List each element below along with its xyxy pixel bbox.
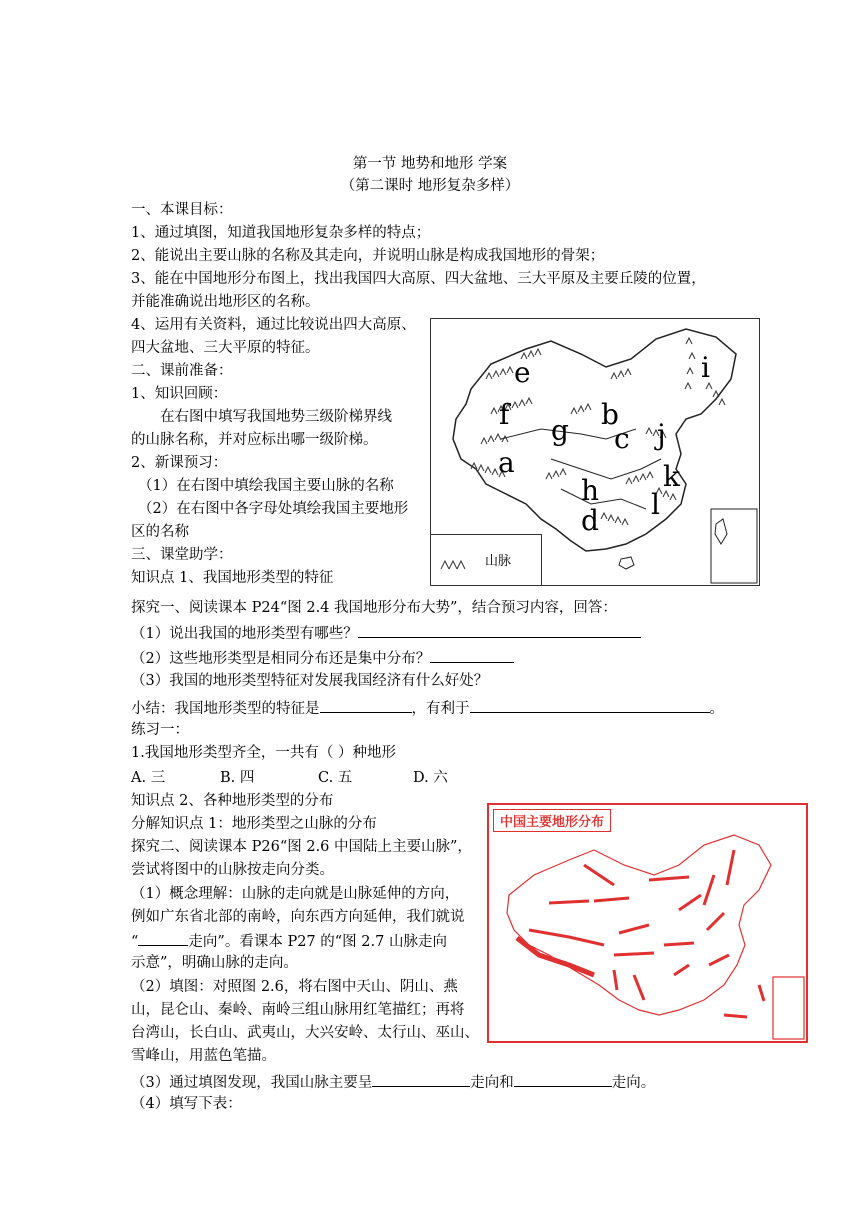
prep-1b: 的山脉名称，并对应标出哪一级阶梯。 <box>131 432 378 448</box>
fill-map-2d: 雪峰山，用蓝色笔描。 <box>131 1048 276 1064</box>
mountain-stroke <box>634 975 644 1000</box>
map2-title: 中国主要地形分布 <box>493 809 611 832</box>
map-letter-a: a <box>498 446 515 479</box>
map-letter-i: i <box>701 351 710 384</box>
goal-1: 1、通过填图，知道我国地形复杂多样的特点； <box>131 225 431 241</box>
knowledge-point-1: 知识点 1、我国地形类型的特征 <box>131 570 334 586</box>
map-letter-f: f <box>499 398 510 431</box>
section-prep-heading: 二、课前准备： <box>131 363 233 379</box>
goal-4a: 4、运用有关资料，通过比较说出四大高原、 <box>131 317 416 333</box>
finding-3 <box>131 1070 655 1094</box>
answer-blank-2[interactable] <box>430 646 514 663</box>
direction-blank[interactable] <box>138 929 188 946</box>
prep-2c: 区的名称 <box>131 524 189 540</box>
mountain-stroke <box>727 850 734 885</box>
mountain-stroke <box>614 953 654 955</box>
mountain-stroke <box>549 901 589 903</box>
page-subtitle: （第二课时 地形复杂多样） <box>340 178 520 194</box>
fill-map-2c: 台湾山，长白山、武夷山，大兴安岭、太行山、巫山、 <box>131 1025 479 1041</box>
goal-3b: 并能准确说出地形区的名称。 <box>131 294 320 310</box>
mountain-stroke <box>594 898 629 901</box>
mountain-stroke <box>649 877 689 880</box>
summary-blank-1[interactable] <box>320 696 412 713</box>
map-letter-e: e <box>514 356 531 389</box>
inner-boundary-3 <box>561 489 646 509</box>
sub-point-1: 分解知识点 1：地形类型之山脉的分布 <box>131 816 377 832</box>
fill-map-2a: （2）填图：对照图 2.6，将右图中天山、阴山、燕 <box>131 979 458 995</box>
mountain-stroke <box>704 875 714 905</box>
finding-3-text-b: 走向和 <box>470 1075 514 1091</box>
map-legend <box>431 534 542 585</box>
explore-2b: 尝试将图中的山脉按走向分类。 <box>131 862 334 878</box>
goal-4b: 四大盆地、三大平原的特征。 <box>131 340 320 356</box>
section-goals-heading: 一、本课目标： <box>131 202 233 218</box>
mountain-stroke <box>674 965 689 975</box>
fill-map-2b: 山，昆仑山、秦岭、南岭三组山脉用红笔描红；再将 <box>131 1002 465 1018</box>
fill-table-4: （4）填写下表： <box>131 1096 242 1112</box>
concept-1a: （1）概念理解：山脉的走向就是山脉延伸的方向， <box>131 886 460 902</box>
summary-text-b: ，有利于 <box>411 701 470 717</box>
option-d[interactable]: D. 六 <box>413 770 448 786</box>
map-letter-l: l <box>651 488 660 521</box>
concept-1c-pre: “ <box>131 934 139 950</box>
prep-1a: 在右图中填写我国地势三级阶梯界线 <box>160 409 392 425</box>
mountain-icon <box>439 553 479 573</box>
goal-3a: 3、能在中国地形分布图上，找出我国四大高原、四大盆地、三大平原及主要丘陵的位置， <box>131 271 706 287</box>
finding-3-text-c: 走向。 <box>611 1075 656 1091</box>
map-letter-d: d <box>581 504 599 537</box>
page-title: 第一节 地势和地形 学案 <box>352 156 508 172</box>
mountain-stroke <box>584 865 614 885</box>
china-terrain-outline-map <box>430 318 760 586</box>
option-c[interactable]: C. 五 <box>318 770 353 786</box>
question-1 <box>131 621 641 645</box>
section-class-heading: 三、课堂助学： <box>131 547 233 563</box>
mountain-stroke <box>529 930 604 945</box>
explore-2a: 探究二、阅读课本 P26“图 2.6 中国陆上主要山脉”， <box>131 839 472 855</box>
legend-label: 山脉 <box>485 554 512 569</box>
south-sea-inset-red <box>773 977 804 1039</box>
question-3: （3）我国的地形类型特征对发展我国经济有什么好处？ <box>131 673 489 689</box>
finding-3-text-a: （3）通过填图发现，我国山脉主要呈 <box>131 1075 373 1091</box>
mountain-stroke <box>709 955 729 965</box>
summary-blank-2[interactable] <box>470 696 710 713</box>
prep-2b: （2）在右图中各字母处填绘我国主要地形 <box>138 501 409 517</box>
map-letter-c: c <box>614 422 630 455</box>
concept-1c-post: 走向”。看课本 P27 的“图 2.7 山脉走向 <box>188 934 447 950</box>
mountain-stroke <box>614 970 617 990</box>
prep-2: 2、新课预习： <box>131 455 228 471</box>
option-a[interactable]: A. 三 <box>131 770 166 786</box>
knowledge-point-2: 知识点 2、各种地形类型的分布 <box>131 793 334 809</box>
map-letter-j: j <box>657 418 666 451</box>
summary-line <box>131 696 724 720</box>
goal-2: 2、能说出主要山脉的名称及其走向，并说明山脉是构成我国地形的骨架； <box>131 248 605 264</box>
map-letter-k: k <box>663 460 680 493</box>
option-b[interactable]: B. 四 <box>220 770 255 786</box>
summary-text-c: 。 <box>709 701 724 717</box>
prep-1: 1、知识回顾： <box>131 386 228 402</box>
map-letter-g: g <box>551 414 569 447</box>
mountain-stroke <box>619 925 649 933</box>
map-letter-h: h <box>581 474 600 507</box>
mountain-stroke <box>707 913 724 930</box>
south-sea-inset <box>711 509 757 583</box>
question-2-text: （2）这些地形类型是相同分布还是集中分布？ <box>131 651 431 667</box>
finding-blank-1[interactable] <box>372 1070 470 1087</box>
answer-blank-1[interactable] <box>358 621 641 638</box>
prep-2a: （1）在右图中填绘我国主要山脉的名称 <box>138 478 394 494</box>
question-1-text: （1）说出我国的地形类型有哪些？ <box>131 626 358 642</box>
question-2 <box>131 646 514 670</box>
map-letter-b: b <box>601 398 619 431</box>
concept-1c <box>131 929 447 953</box>
mountain-stroke <box>679 895 701 910</box>
hainan-island <box>619 557 634 569</box>
concept-1d: 示意”，明确山脉的走向。 <box>131 955 298 971</box>
mountain-stroke <box>759 985 764 1001</box>
summary-text-a: 小结：我国地形类型的特征是 <box>131 701 320 717</box>
exercise-1: 1.我国地形类型齐全，一共有（ ）种地形 <box>131 745 396 761</box>
map2-svg <box>489 805 806 1041</box>
exercise-heading: 练习一： <box>131 722 189 738</box>
mountain-stroke <box>724 1015 747 1017</box>
mountain-stroke-thick <box>517 938 594 975</box>
finding-blank-2[interactable] <box>514 1070 612 1087</box>
explore-1: 探究一、阅读课本 P24“图 2.4 我国地形分布大势”，结合预习内容，回答： <box>131 600 617 616</box>
concept-1b: 例如广东省北部的南岭，向东西方向延伸，我们就说 <box>131 909 465 925</box>
taiwan-island <box>715 519 727 544</box>
china-main-terrain-map <box>487 803 808 1043</box>
mountain-stroke <box>664 943 694 945</box>
